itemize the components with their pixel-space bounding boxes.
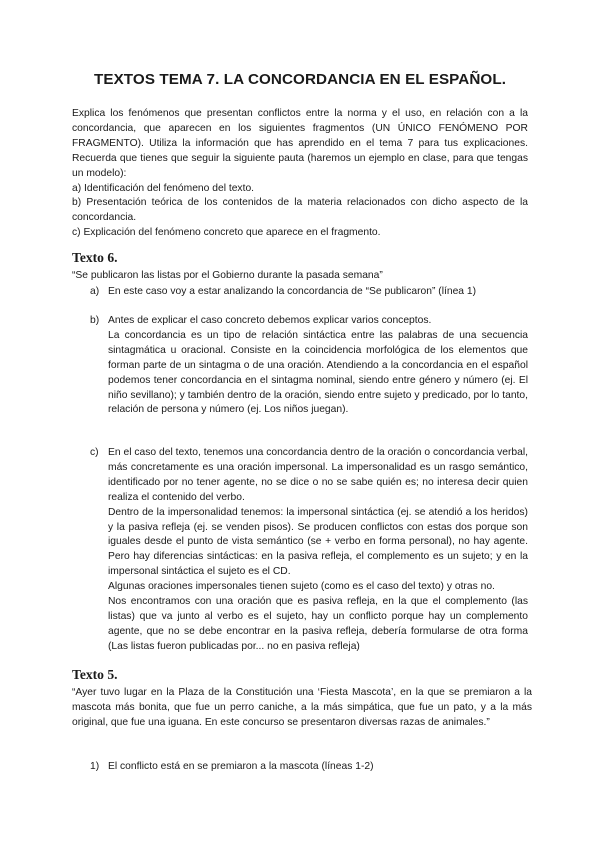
texto5-quote: “Ayer tuvo lugar en la Plaza de la Constitución una ‘Fiesta Mascota’, en la que se premiaron a la mascota más bonita, que fue un perro caniche, a la más simpática, que fue un pato, y a la más original, que fue una iguana. En este concurso se presentaron diversas razas de animales.” [72, 687, 532, 728]
instruction-step-c: c) Explicación del fenómeno concreto que aparece en el fragmento. [72, 227, 381, 239]
list-item-text: Algunas oraciones impersonales tienen sujeto (como es el caso del texto) y otras no. [108, 581, 495, 593]
instructions-paragraph: Explica los fenómenos que presentan conflictos entre la norma y el uso, en relación con a la concordancia, que aparecen en los siguientes fragmentos (UN ÚNICO FENÓMENO POR FRAGMENTO). Utiliza la información que has aprendido en el tema 7 para tus explicaciones. Recuerda que tienes que seguir la siguiente pauta (haremos un ejemplo en clase, para que tengas un modelo): [72, 108, 528, 179]
list-item-text: Dentro de la impersonalidad tenemos: la impersonal sintáctica (ej. se atendió a los heridos) y la pasiva refleja (ej. se venden pisos). Se producen conflictos con estas dos porque son iguales desde el punto de vista semántico (se + verbo en forma personal), no hay agente. Pero hay diferencias sintácticas: en la pasiva refleja, el complemento es un sujeto; y en la impersonal sintáctica el sujeto es el CD. [108, 506, 528, 578]
instruction-step-b: b) Presentación teórica de los contenidos de la materia relacionados con dicho aspecto de la concordancia. [72, 197, 528, 224]
texto5-item-1 [72, 760, 528, 775]
list-item-text: En este caso voy a estar analizando la concordancia de “Se publicaron” (línea 1) [108, 286, 477, 297]
instruction-step-a: a) Identificación del fenómeno del texto. [72, 182, 255, 194]
instructions [72, 107, 528, 241]
list-item-text: Nos encontramos con una oración que es pasiva refleja, en la que el complemento (las listas) que va junto al verbo es el sujeto, hay un conflicto porque hay un complemento agente, que no se debe encontrar en la pasiva refleja, debería formularse de otra forma (Las listas fueron publicadas por... no en pasiva refleja) [108, 596, 528, 652]
list-item-text: Antes de explicar el caso concreto debemos explicar varios conceptos. [108, 315, 432, 326]
list-item-text: La concordancia es un tipo de relación sintáctica entre las palabras de una secuencia sintagmática u oracional. Consiste en la coincidencia morfológica de los elementos que forman parte de un sintagma o de una oración. Atendiendo a la concordancia en el español podemos tener concordancia en el sintagma nominal, siendo entre género y número (ej. El niño sevillano); y también dentro de la oración, siendo entre sujeto y predicado, por lo tanto, relación de persona y número (ej. Los niños juegan). [108, 329, 528, 416]
list-marker: a) [90, 286, 100, 297]
texto6-quote: “Se publicaron las listas por el Gobierno durante la pasada semana” [72, 270, 383, 281]
texto6-heading: Texto 6. [72, 250, 118, 265]
list-marker: 1) [90, 761, 100, 772]
texto6-item-c [72, 446, 528, 655]
list-item-text: En el caso del texto, tenemos una concordancia dentro de la oración o concordancia verbal, más concretamente es una oración impersonal. La impersonalidad es un rasgo semántico, identificado por no tener agente, no se dice o no se sabe quién es; no interesa decir quien realiza el contenido del verbo. [108, 447, 528, 503]
list-item-text: El conflicto está en se premiaron a la mascota (líneas 1-2) [108, 761, 374, 772]
document-title: TEXTOS TEMA 7. LA CONCORDANCIA EN EL ESPAÑOL. [93, 71, 507, 88]
texto6-item-b [72, 314, 528, 418]
texto5-heading: Texto 5. [72, 667, 118, 682]
list-marker: c) [90, 447, 99, 458]
texto6-item-a [72, 285, 528, 300]
list-marker: b) [90, 315, 100, 326]
